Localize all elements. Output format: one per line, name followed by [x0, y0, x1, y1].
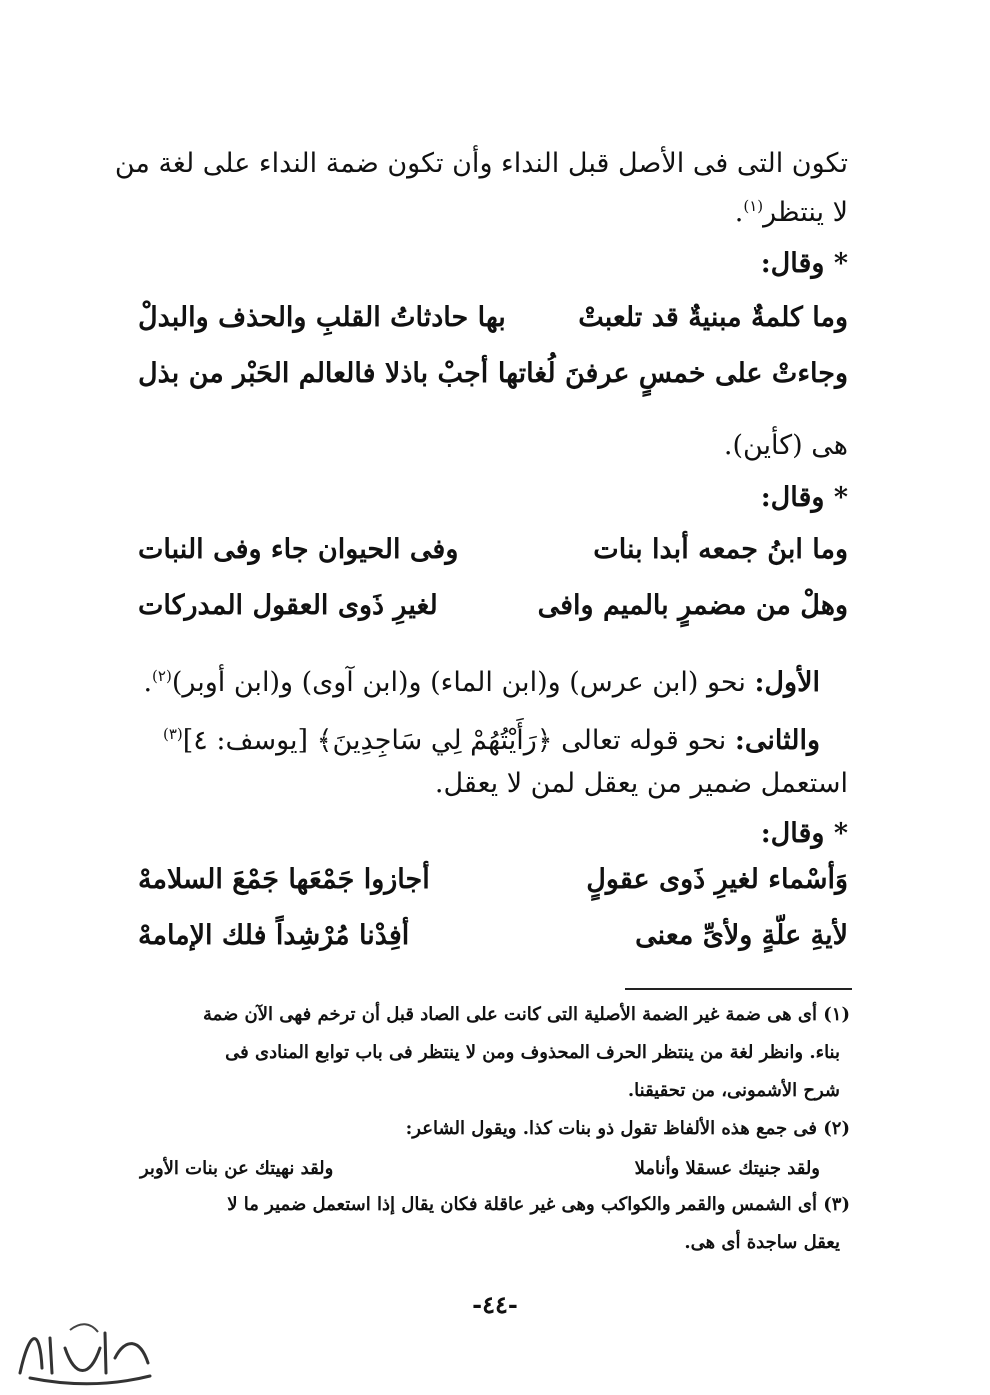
- verse-4: [138, 590, 848, 632]
- verse-3: [138, 534, 848, 576]
- verse-2-second-hemistich: أجبْ باذلا فالعالم الحَبْر من بذل: [138, 358, 489, 389]
- footnote-ref-2: (٢): [152, 667, 172, 685]
- answer-1: هى (كأين).: [723, 430, 848, 461]
- said-heading-1: * وقال:: [760, 248, 848, 279]
- paragraph-second: والثانى: نحو قوله تعالى ﴿رَأَيْتُهُمْ لِي سَاجِدِينَ﴾ [يوسف: ٤]$^{(٣)}$: [162, 725, 820, 756]
- verse-5: [138, 864, 848, 906]
- footnote-2: (٢) فى جمع هذه الألفاظ تقول ذو بنات كذا. ويقول الشاعر:: [405, 1118, 850, 1139]
- footnote-ref-1: (١): [743, 197, 764, 215]
- verse-1: [138, 302, 848, 344]
- footnote-ref-3: (٣): [162, 725, 183, 743]
- paragraph-first: الأول: نحو (ابن عرس) و(ابن الماء) و(ابن آوى) و(ابن أوبر)$^{(٢)}$.: [143, 667, 820, 698]
- verse-2-first-hemistich: وجاءتْ على خمسٍ عرفنَ لُغاتها: [497, 358, 848, 389]
- paragraph-second-cont: استعمل ضمير من يعقل لمن لا يعقل.: [434, 768, 848, 799]
- verse-6-first-hemistich: لأيةِ علّةٍ ولأىِّ معنى: [635, 920, 848, 951]
- verse-3-second-hemistich: وفى الحيوان جاء وفى النبات: [138, 534, 459, 565]
- footnote-1-line-2: بناء. وانظر لغة من ينتظر الحرف المحذوف ومن لا ينتظر فى باب توابع المنادى فى: [225, 1042, 840, 1063]
- footnote-2-verse-second: ولقد نهيتك عن بنات الأوبر: [140, 1158, 334, 1179]
- footnote-1-line-3: شرح الأشمونى، من تحقيقنا.: [627, 1080, 840, 1101]
- said-heading-3: * وقال:: [760, 818, 848, 849]
- verse-3-first-hemistich: وما ابنُ جمعه أبدا بنات: [593, 534, 848, 565]
- verse-1-first-hemistich: وما كلمةٌ مبنيةٌ قد تلعبتْ: [578, 302, 848, 333]
- verse-5-first-hemistich: وَأسْماء لغيرِ ذَوى عقولٍ: [586, 864, 848, 895]
- footnote-3-line-2: يعقل ساجدة أى هى.: [684, 1232, 840, 1253]
- page-number: -٤٤-: [472, 1290, 518, 1319]
- footnote-3-line-1: (٣) أى الشمس والقمر والكواكب وهى غير عاقلة فكان يقال إذا استعمل ضمير ما لا: [227, 1194, 850, 1215]
- text-line-2: لا ينتظر$^{(١)}$.: [734, 197, 848, 228]
- verse-6-second-hemistich: أفِدْنا مُرْشِداً فلك الإمامهْ: [138, 920, 410, 951]
- text-line-1: تكون التى فى الأصل قبل النداء وأن تكون ضمة النداء على لغة من: [114, 148, 848, 179]
- verse-4-first-hemistich: وهلْ من مضمرٍ بالميم وافى: [537, 590, 848, 621]
- said-heading-2: * وقال:: [760, 482, 848, 513]
- footnote-1-line-1: (١) أى هى ضمة غير الضمة الأصلية التى كانت على الصاد قبل أن ترخم فهى الآن ضمة: [202, 1004, 850, 1025]
- verse-5-second-hemistich: أجازوا جَمْعَها جَمْعَ السلامهْ: [138, 864, 430, 895]
- footnote-2-verse: [140, 1158, 820, 1184]
- footnote-separator: [625, 988, 852, 990]
- verse-6: [138, 920, 848, 962]
- verse-4-second-hemistich: لغيرِ ذَوى العقول المدركات: [138, 590, 438, 621]
- calligraphy-logo: [10, 1318, 160, 1388]
- verse-2: [138, 358, 848, 400]
- footnote-2-verse-first: ولقد جنيتك عسقلا وأناملا: [634, 1158, 820, 1179]
- verse-1-second-hemistich: بها حادثاتُ القلبِ والحذف والبدلْ: [138, 302, 506, 333]
